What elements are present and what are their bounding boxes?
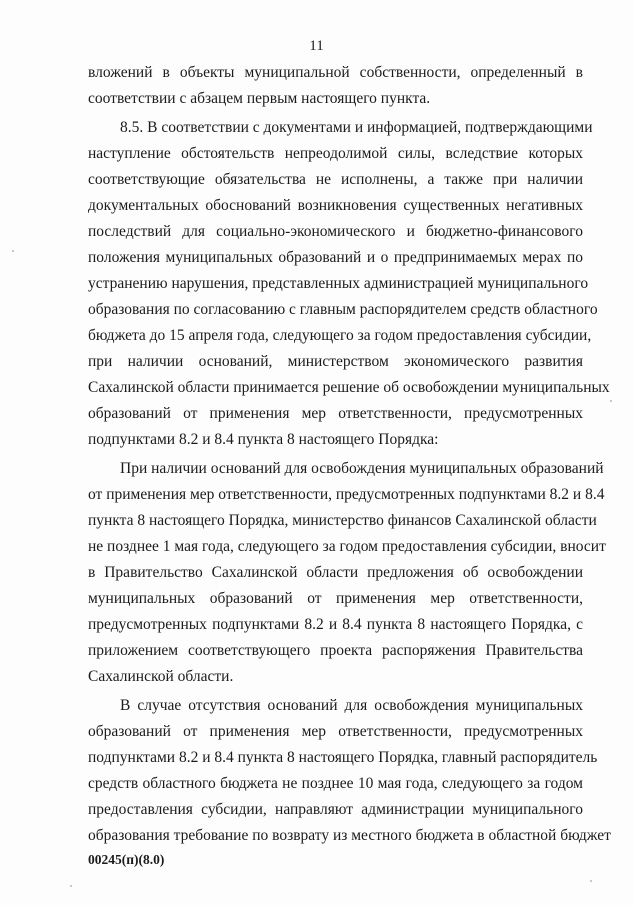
text-line: В случае отсутствия оснований для освобождения муниципальных [120,697,583,714]
text-line: последствий для социально-экономического и бюджетно-финансового [88,223,583,240]
text-line: предусмотренных подпунктами 8.2 и 8.4 пункта 8 настоящего Порядка, с [88,616,583,633]
text-line: положения муниципальных образований и о предпринимаемых мерах по [88,249,583,266]
text-line: от применения мер ответственности, предусмотренных подпунктами 8.2 и 8.4 [88,486,605,503]
text-line: бюджета до 15 апреля года, следующего за годом предоставления субсидии, [88,327,592,344]
text-line: образования по согласованию с главным распорядителем средств областного [88,301,598,318]
scan-speck [12,250,14,252]
text-line: предоставления субсидии, направляют администрации муниципального [88,801,583,818]
text-line: Сахалинской области принимается решение об освобождении муниципальных [88,379,610,396]
text-line: при наличии оснований, министерством экономического развития [88,353,583,370]
text-line: образований от применения мер ответственности, предусмотренных [88,723,583,740]
document-code: 00245(п)(8.0) [88,852,165,867]
text-line: соответствующие обязательства не исполнены, а также при наличии [88,171,583,188]
scan-speck [590,880,592,882]
text-line: документальных обоснований возникновения существенных негативных [88,197,583,214]
text-line: подпунктами 8.2 и 8.4 пункта 8 настоящего Порядка: [88,431,439,448]
page-number: 11 [309,38,324,54]
text-line: образований от применения мер ответственности, предусмотренных [88,405,583,422]
text-line: муниципальных образований от применения мер ответственности, [88,590,583,607]
text-line: вложений в объекты муниципальной собственности, определенный в [88,64,583,81]
scan-speck [610,400,612,402]
text-line: подпунктами 8.2 и 8.4 пункта 8 настоящего Порядка, главный распорядитель [88,749,598,766]
text-line: приложением соответствующего проекта распоряжения Правительства [88,642,583,659]
document-body [88,60,611,849]
text-line: соответствии с абзацем первым настоящего пункта. [88,90,431,107]
text-line: наступление обстоятельств непреодолимой силы, вследствие которых [88,145,583,162]
text-line: Сахалинской области. [88,668,234,685]
text-line: образования требование по возврату из местного бюджета в областной бюджет [88,827,611,844]
text-line: средств областного бюджета не позднее 10 мая года, следующего за годом [88,775,583,792]
scan-speck [70,885,72,887]
text-line: устранению нарушения, представленных администрацией муниципального [88,275,589,292]
text-line: При наличии оснований для освобождения муниципальных образований [120,460,604,477]
text-line: в Правительство Сахалинской области предложения об освобождении [88,564,583,581]
text-line: не позднее 1 мая года, следующего за годом предоставления субсидии, вносит [88,538,606,555]
text-line: пункта 8 настоящего Порядка, министерство финансов Сахалинской области [88,512,597,529]
text-line: 8.5. В соответствии с документами и информацией, подтверждающими [120,119,593,136]
